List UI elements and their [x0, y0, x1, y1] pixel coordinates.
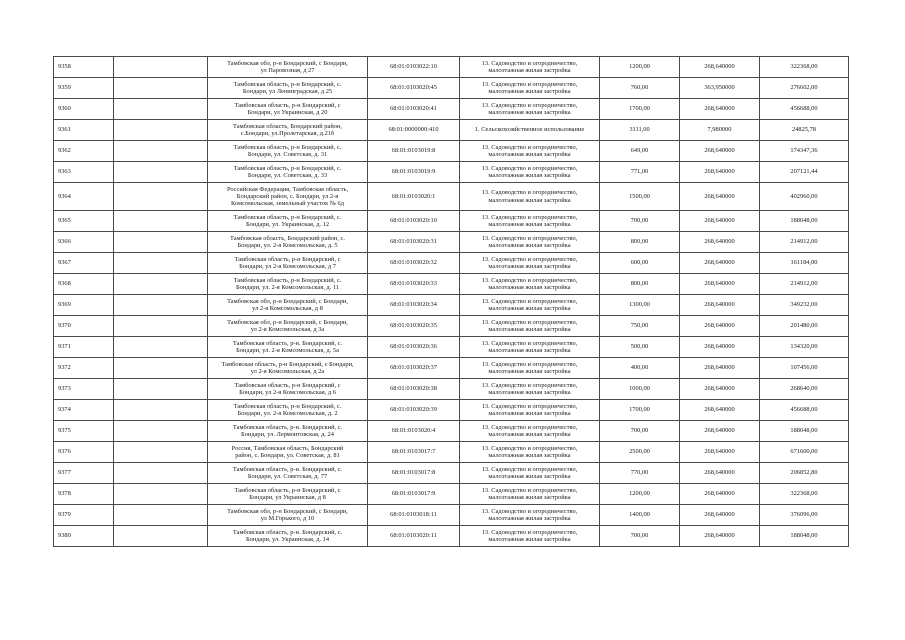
- table-row: [54, 211, 849, 232]
- cadastral-number-cell: 68:01:0103020:45: [368, 78, 460, 99]
- cadastral-value-cell: 322368,00: [760, 484, 849, 505]
- cadastral-value-cell: 188048,00: [760, 421, 849, 442]
- table-row: [54, 232, 849, 253]
- cadastral-number-cell: 68:01:0103020:32: [368, 253, 460, 274]
- cadastral-number-cell: 68:01:0103020:33: [368, 274, 460, 295]
- rate-cell: 268,640000: [680, 316, 760, 337]
- cadastral-number-cell: 68:01:0103020:11: [368, 526, 460, 547]
- land-use-cell: 13. Садоводство и огородничество, малоэтажная жилая застройка: [460, 358, 600, 379]
- area-cell: 800,00: [600, 232, 680, 253]
- rate-cell: 268,640000: [680, 211, 760, 232]
- land-use-cell: 13. Садоводство и огородничество, малоэтажная жилая застройка: [460, 400, 600, 421]
- row-number: 9376: [54, 442, 114, 463]
- empty-cell: [114, 183, 208, 211]
- rate-cell: 268,640000: [680, 379, 760, 400]
- cadastral-value-cell: 134320,00: [760, 337, 849, 358]
- land-use-cell: 13. Садоводство и огородничество, малоэтажная жилая застройка: [460, 442, 600, 463]
- cadastral-number-cell: 68:01:0000000:410: [368, 120, 460, 141]
- rate-cell: 268,640000: [680, 337, 760, 358]
- rate-cell: 268,640000: [680, 526, 760, 547]
- table-row: [54, 274, 849, 295]
- cadastral-number-cell: 68:01:0103022:10: [368, 57, 460, 78]
- row-number: 9370: [54, 316, 114, 337]
- rate-cell: 268,640000: [680, 57, 760, 78]
- cadastral-value-cell: 376096,00: [760, 505, 849, 526]
- address-cell: Тамбовская область, р-н. Бондарский, с. Бондари, ул. Лермонтовская, д. 24: [208, 421, 368, 442]
- row-number: 9377: [54, 463, 114, 484]
- table-row: [54, 379, 849, 400]
- table-row: [54, 78, 849, 99]
- land-use-cell: 13. Садоводство и огородничество, малоэтажная жилая застройка: [460, 211, 600, 232]
- empty-cell: [114, 400, 208, 421]
- table-row: [54, 421, 849, 442]
- area-cell: 1300,00: [600, 295, 680, 316]
- cadastral-value-cell: 268640,00: [760, 379, 849, 400]
- cadastral-number-cell: 68:01:0103020:35: [368, 316, 460, 337]
- empty-cell: [114, 442, 208, 463]
- area-cell: 700,00: [600, 421, 680, 442]
- cadastral-number-cell: 68:01:0103020:37: [368, 358, 460, 379]
- table-row: [54, 183, 849, 211]
- address-cell: Тамбовская область, р-н Бондарский, с. Бондари, ул. 2-я Комсомольская, д. 11: [208, 274, 368, 295]
- row-number: 9378: [54, 484, 114, 505]
- area-cell: 770,00: [600, 463, 680, 484]
- cadastral-value-cell: 349232,00: [760, 295, 849, 316]
- address-cell: Тамбовская область, р-н Бондарский, с Бондари, ул 2-я Комсомольская, д 7: [208, 253, 368, 274]
- rate-cell: 268,640000: [680, 421, 760, 442]
- row-number: 9374: [54, 400, 114, 421]
- address-cell: Тамбовская область, р-н Бондарский, с. Бондари, ул. 2-я Комсомольская, д. 2: [208, 400, 368, 421]
- row-number: 9372: [54, 358, 114, 379]
- land-use-cell: 13. Садоводство и огородничество, малоэтажная жилая застройка: [460, 316, 600, 337]
- land-use-cell: 13. Садоводство и огородничество, малоэтажная жилая застройка: [460, 463, 600, 484]
- empty-cell: [114, 120, 208, 141]
- empty-cell: [114, 526, 208, 547]
- area-cell: 2500,00: [600, 442, 680, 463]
- address-cell: Тамбовская обл, р-н Бондарский, с Бондари, ул 2-я Комсомольская, д 8: [208, 295, 368, 316]
- cadastral-value-cell: 322368,00: [760, 57, 849, 78]
- land-use-cell: 13. Садоводство и огородничество, малоэтажная жилая застройка: [460, 232, 600, 253]
- empty-cell: [114, 141, 208, 162]
- area-cell: 500,00: [600, 337, 680, 358]
- cadastral-value-cell: 207121,44: [760, 162, 849, 183]
- cadastral-number-cell: 68:01:0103018:11: [368, 505, 460, 526]
- row-number: 9367: [54, 253, 114, 274]
- cadastral-table-page: [53, 56, 848, 547]
- cadastral-number-cell: 68:01:0103020:34: [368, 295, 460, 316]
- cadastral-value-cell: 161184,00: [760, 253, 849, 274]
- land-use-cell: 13. Садоводство и огородничество, малоэтажная жилая застройка: [460, 295, 600, 316]
- table-row: [54, 526, 849, 547]
- empty-cell: [114, 162, 208, 183]
- address-cell: Тамбовская область, р-н Бондарский, с Бондари, ул Украинская, д 20: [208, 99, 368, 120]
- row-number: 9369: [54, 295, 114, 316]
- land-use-cell: 1. Сельскохозяйственное использование: [460, 120, 600, 141]
- cadastral-number-cell: 68:01:0103020:4: [368, 421, 460, 442]
- address-cell: Россия, Тамбовская область, Бондарский район, с. Бондари, ул. Советская, д. 81: [208, 442, 368, 463]
- cadastral-number-cell: 68:01:0103020:41: [368, 99, 460, 120]
- rate-cell: 268,640000: [680, 400, 760, 421]
- area-cell: 1000,00: [600, 379, 680, 400]
- rate-cell: 268,640000: [680, 442, 760, 463]
- area-cell: 771,00: [600, 162, 680, 183]
- address-cell: Тамбовская область, р-н. Бондарский, с. Бондари, ул. 2-я Комсомольская, д. 5а: [208, 337, 368, 358]
- empty-cell: [114, 337, 208, 358]
- table-row: [54, 463, 849, 484]
- cadastral-value-cell: 188048,00: [760, 211, 849, 232]
- address-cell: Тамбовская область, Бондарский район, с. Бондари, ул. 2-я Комсомольская, д. 5: [208, 232, 368, 253]
- row-number: 9359: [54, 78, 114, 99]
- row-number: 9373: [54, 379, 114, 400]
- address-cell: Тамбовская область, р-н Бондарский, с. Бондари, ул. Советская, д. 33: [208, 162, 368, 183]
- address-cell: Тамбовская область, р-н Бондарский, с. Бондари, ул. Украинская, д. 12: [208, 211, 368, 232]
- row-number: 9365: [54, 211, 114, 232]
- area-cell: 750,00: [600, 316, 680, 337]
- cadastral-value-table: [53, 56, 849, 547]
- address-cell: Тамбовская область, р-н. Бондарский, с. Бондари, ул. Украинская, д. 14: [208, 526, 368, 547]
- empty-cell: [114, 253, 208, 274]
- table-row: [54, 505, 849, 526]
- address-cell: Тамбовская область, р-н Бондарский, с. Бондари, ул Ленинградская, д 25: [208, 78, 368, 99]
- table-row: [54, 141, 849, 162]
- area-cell: 3111,00: [600, 120, 680, 141]
- rate-cell: 7,980000: [680, 120, 760, 141]
- table-row: [54, 162, 849, 183]
- rate-cell: 268,640000: [680, 232, 760, 253]
- cadastral-number-cell: 68:01:0103020:31: [368, 232, 460, 253]
- cadastral-value-cell: 402960,00: [760, 183, 849, 211]
- row-number: 9363: [54, 162, 114, 183]
- empty-cell: [114, 295, 208, 316]
- table-row: [54, 57, 849, 78]
- address-cell: Тамбовская обл, р-н Бондарский, с Бондари, ул Паровозная, д 27: [208, 57, 368, 78]
- land-use-cell: 13. Садоводство и огородничество, малоэтажная жилая застройка: [460, 162, 600, 183]
- area-cell: 400,00: [600, 358, 680, 379]
- land-use-cell: 13. Садоводство и огородничество, малоэтажная жилая застройка: [460, 99, 600, 120]
- address-cell: Российская Федерация, Тамбовская область, Бондарский район, с. Бондари, ул 2-я Комсомольская, земельный участок № 6д: [208, 183, 368, 211]
- row-number: 9360: [54, 99, 114, 120]
- empty-cell: [114, 78, 208, 99]
- land-use-cell: 13. Садоводство и огородничество, малоэтажная жилая застройка: [460, 526, 600, 547]
- table-row: [54, 358, 849, 379]
- empty-cell: [114, 358, 208, 379]
- cadastral-value-cell: 456688,00: [760, 99, 849, 120]
- rate-cell: 268,640000: [680, 99, 760, 120]
- table-row: [54, 120, 849, 141]
- empty-cell: [114, 232, 208, 253]
- table-row: [54, 400, 849, 421]
- land-use-cell: 13. Садоводство и огородничество, малоэтажная жилая застройка: [460, 183, 600, 211]
- row-number: 9380: [54, 526, 114, 547]
- rate-cell: 268,640000: [680, 295, 760, 316]
- rate-cell: 268,640000: [680, 274, 760, 295]
- rate-cell: 268,640000: [680, 484, 760, 505]
- empty-cell: [114, 505, 208, 526]
- empty-cell: [114, 463, 208, 484]
- address-cell: Тамбовская область, Бондарский район, с.Бондари, ул.Пролетарская, д.21б: [208, 120, 368, 141]
- rate-cell: 268,640000: [680, 505, 760, 526]
- empty-cell: [114, 316, 208, 337]
- rate-cell: 268,640000: [680, 162, 760, 183]
- table-row: [54, 484, 849, 505]
- cadastral-number-cell: 68:01:0103020:1: [368, 183, 460, 211]
- cadastral-value-cell: 188048,00: [760, 526, 849, 547]
- cadastral-number-cell: 68:01:0103020:10: [368, 211, 460, 232]
- land-use-cell: 13. Садоводство и огородничество, малоэтажная жилая застройка: [460, 505, 600, 526]
- empty-cell: [114, 379, 208, 400]
- cadastral-number-cell: 68:01:0103020:38: [368, 379, 460, 400]
- empty-cell: [114, 484, 208, 505]
- rate-cell: 268,640000: [680, 141, 760, 162]
- table-row: [54, 442, 849, 463]
- address-cell: Тамбовская область, р-н Бондарский, с. Бондари, ул. Советская, д. 31: [208, 141, 368, 162]
- row-number: 9379: [54, 505, 114, 526]
- empty-cell: [114, 211, 208, 232]
- area-cell: 1700,00: [600, 400, 680, 421]
- cadastral-number-cell: 68:01:0103020:36: [368, 337, 460, 358]
- row-number: 9358: [54, 57, 114, 78]
- cadastral-value-cell: 24825,78: [760, 120, 849, 141]
- row-number: 9364: [54, 183, 114, 211]
- cadastral-number-cell: 68:01:0103019:8: [368, 141, 460, 162]
- cadastral-value-cell: 276602,00: [760, 78, 849, 99]
- area-cell: 1700,00: [600, 99, 680, 120]
- address-cell: Тамбовская область, р-н Бондарский, с Бондари, ул Украинская, д 8: [208, 484, 368, 505]
- rate-cell: 363,950000: [680, 78, 760, 99]
- land-use-cell: 13. Садоводство и огородничество, малоэтажная жилая застройка: [460, 337, 600, 358]
- area-cell: 800,00: [600, 274, 680, 295]
- rate-cell: 268,640000: [680, 463, 760, 484]
- area-cell: 700,00: [600, 526, 680, 547]
- rate-cell: 268,640000: [680, 253, 760, 274]
- table-row: [54, 99, 849, 120]
- land-use-cell: 13. Садоводство и огородничество, малоэтажная жилая застройка: [460, 78, 600, 99]
- cadastral-value-cell: 107456,00: [760, 358, 849, 379]
- row-number: 9368: [54, 274, 114, 295]
- empty-cell: [114, 274, 208, 295]
- cadastral-value-cell: 174347,36: [760, 141, 849, 162]
- area-cell: 1200,00: [600, 57, 680, 78]
- cadastral-number-cell: 68:01:0103019:9: [368, 162, 460, 183]
- cadastral-value-cell: 456688,00: [760, 400, 849, 421]
- address-cell: Тамбовская обл, р-н Бондарский, с Бондари, ул М.Горького, д 10: [208, 505, 368, 526]
- rate-cell: 268,640000: [680, 183, 760, 211]
- row-number: 9366: [54, 232, 114, 253]
- cadastral-value-cell: 201480,00: [760, 316, 849, 337]
- address-cell: Тамбовская область, р-н Бондарский, с Бондари, ул 2-я Комсомольская, д 6: [208, 379, 368, 400]
- area-cell: 700,00: [600, 211, 680, 232]
- area-cell: 1400,00: [600, 505, 680, 526]
- row-number: 9362: [54, 141, 114, 162]
- area-cell: 760,00: [600, 78, 680, 99]
- area-cell: 600,00: [600, 253, 680, 274]
- rate-cell: 268,640000: [680, 358, 760, 379]
- address-cell: Тамбовская обл, р-н Бондарский, с Бондари, ул 2-я Комсомольская, д 3а: [208, 316, 368, 337]
- row-number: 9361: [54, 120, 114, 141]
- row-number: 9375: [54, 421, 114, 442]
- area-cell: 1500,00: [600, 183, 680, 211]
- land-use-cell: 13. Садоводство и огородничество, малоэтажная жилая застройка: [460, 274, 600, 295]
- area-cell: 1200,00: [600, 484, 680, 505]
- land-use-cell: 13. Садоводство и огородничество, малоэтажная жилая застройка: [460, 141, 600, 162]
- cadastral-number-cell: 68:01:0103017:7: [368, 442, 460, 463]
- address-cell: Тамбовская область, р-н Бондарский, с Бондари, ул 2-я Комсомольская, д 2а: [208, 358, 368, 379]
- table-row: [54, 337, 849, 358]
- cadastral-number-cell: 68:01:0103017:8: [368, 463, 460, 484]
- empty-cell: [114, 57, 208, 78]
- cadastral-value-cell: 671600,00: [760, 442, 849, 463]
- area-cell: 649,00: [600, 141, 680, 162]
- table-row: [54, 253, 849, 274]
- row-number: 9371: [54, 337, 114, 358]
- cadastral-value-cell: 214912,00: [760, 274, 849, 295]
- table-row: [54, 295, 849, 316]
- cadastral-value-cell: 206852,80: [760, 463, 849, 484]
- land-use-cell: 13. Садоводство и огородничество, малоэтажная жилая застройка: [460, 484, 600, 505]
- land-use-cell: 13. Садоводство и огородничество, малоэтажная жилая застройка: [460, 421, 600, 442]
- empty-cell: [114, 421, 208, 442]
- land-use-cell: 13. Садоводство и огородничество, малоэтажная жилая застройка: [460, 253, 600, 274]
- cadastral-number-cell: 68:01:0103017:9: [368, 484, 460, 505]
- cadastral-number-cell: 68:01:0103020:39: [368, 400, 460, 421]
- empty-cell: [114, 99, 208, 120]
- address-cell: Тамбовская область, р-н. Бондарский, с. Бондари, ул. Советская, д. 77: [208, 463, 368, 484]
- table-row: [54, 316, 849, 337]
- land-use-cell: 13. Садоводство и огородничество, малоэтажная жилая застройка: [460, 379, 600, 400]
- land-use-cell: 13. Садоводство и огородничество, малоэтажная жилая застройка: [460, 57, 600, 78]
- table-body: [54, 57, 849, 547]
- cadastral-value-cell: 214912,00: [760, 232, 849, 253]
